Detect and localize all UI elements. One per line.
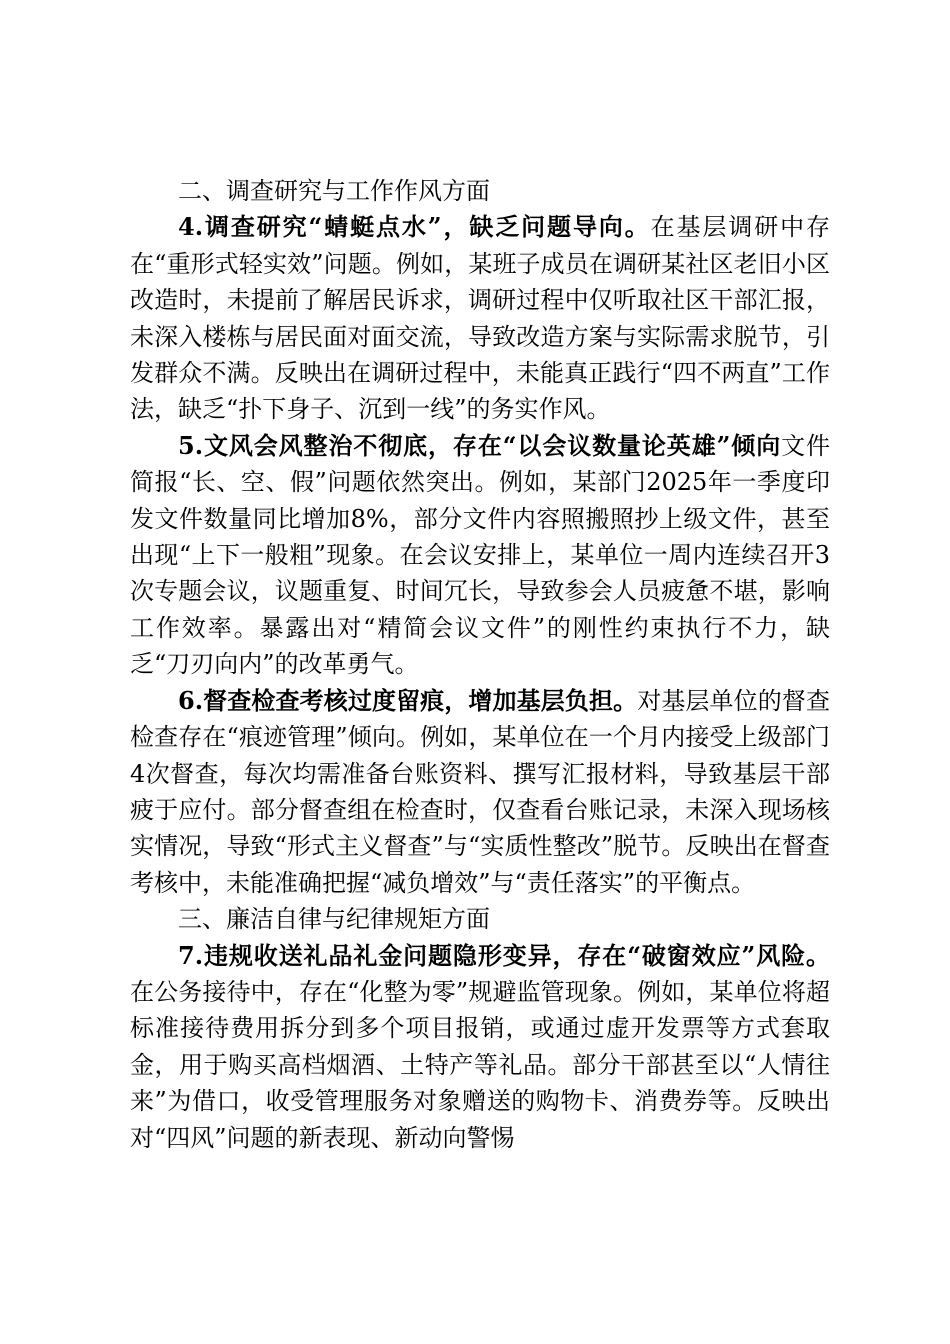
paragraph-lead: 4.调查研究“蜻蜓点水”，缺乏问题导向。: [178, 212, 651, 242]
paragraph-4: [130, 209, 830, 427]
paragraph-7: [130, 938, 830, 1156]
paragraph-lead: 7.违规收送礼品礼金问题隐形变异，存在“破窗效应”风险。: [178, 940, 830, 970]
paragraph-lead: 5.文风会风整治不彻底，存在“以会议数量论英雄”倾向: [178, 430, 782, 460]
section-heading-3: 三、廉洁自律与纪律规矩方面: [178, 905, 490, 934]
paragraph-body: 对基层单位的督查检查存在“痕迹管理”倾向。例如，某单位在一个月内接受上级部门4次督查，每次均需准备台账资料、撰写汇报材料，导致基层干部疲于应付。部分督查组在检查时，仅查看台账记录，未深入现场核实情况，导致“形式主义督查”与“实质性整改”脱节。反映出在督查考核中，未能准确把握“减负增效”与“责任落实”的平衡点。: [130, 686, 830, 897]
paragraph-lead: 6.督查检查考核过度留痕，增加基层负担。: [178, 685, 638, 715]
paragraph-6: [130, 683, 830, 901]
document-page: [130, 173, 830, 1156]
section-heading-2: 二、调查研究与工作作风方面: [178, 177, 490, 205]
paragraph-body: 在公务接待中，存在“化整为零”规避监管现象。例如，某单位将超标准接待费用拆分到多个项目报销，或通过虚开发票等方式套取金，用于购买高档烟酒、土特产等礼品。部分干部甚至以“人情往来”为借口，收受管理服务对象赠送的购物卡、消费券等。反映出对“四风”问题的新表现、新动向警惕: [130, 977, 830, 1152]
paragraph-body: 文件简报“长、空、假”问题依然突出。例如，某部门2025年一季度印发文件数量同比增加8%，部分文件内容照搬照抄上级文件，甚至出现“上下一般粗”现象。在会议安排上，某单位一周内连续召开3次专题会议，议题重复、时间冗长，导致参会人员疲惫不堪，影响工作效率。暴露出对“精简会议文件”的刚性约束执行不力，缺乏“刀刃向内”的改革勇气。: [130, 431, 830, 679]
paragraph-5: [130, 428, 830, 683]
paragraph-body: 在基层调研中存在“重形式轻实效”问题。例如，某班子成员在调研某社区老旧小区改造时，未提前了解居民诉求，调研过程中仅听取社区干部汇报，未深入楼栋与居民面对面交流，导致改造方案与实际需求脱节，引发群众不满。反映出在调研过程中，未能真正践行“四不两直”工作法，缺乏“扑下身子、沉到一线”的务实作风。: [130, 213, 830, 424]
